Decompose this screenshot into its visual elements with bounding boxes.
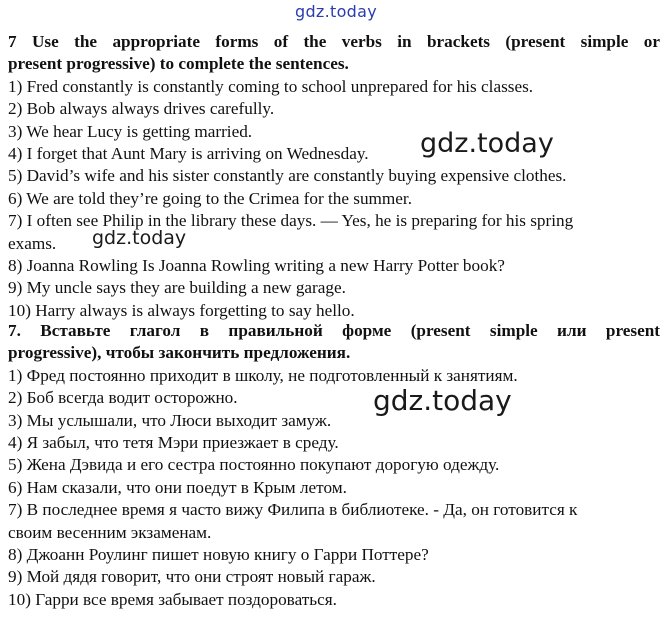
english-sentence-7: 7) I often see Philip in the library these days. — Yes, he is preparing for his spring	[8, 211, 574, 231]
english-sentence-6: 6) We are told they’re going to the Crimea for the summer.	[8, 188, 412, 208]
english-sentence-2: 2) Bob always always drives carefully.	[8, 99, 275, 119]
russian-sentence-8: 8) Джоанн Роулинг пишет новую книгу о Гарри Поттере?	[8, 544, 429, 564]
english-sentence-9: 9) My uncle says they are building a new garage.	[8, 278, 346, 298]
russian-sentence-7: 7) В последнее время я часто вижу Филипа в библиотеке. - Да, он готовится к	[8, 500, 578, 520]
russian-sentence-2: 2) Боб всегда водит осторожно.	[8, 388, 238, 408]
watermark-overlay: gdz.today	[92, 227, 187, 249]
english-sentence-5: 5) David’s wife and his sister constantly are constantly buying expensive clothes.	[8, 166, 567, 186]
russian-sentence-7-continued: своим весенним экзаменам.	[8, 522, 212, 542]
english-exercise	[8, 31, 660, 322]
russian-sentence-4: 4) Я забыл, что тетя Мэри приезжает в среду.	[8, 432, 339, 452]
english-sentence-7-continued: exams.	[8, 233, 57, 253]
russian-sentence-5: 5) Жена Дэвида и его сестра постоянно покупают дорогую одежду.	[8, 455, 500, 475]
russian-exercise	[8, 320, 660, 611]
russian-sentence-6: 6) Нам сказали, что они поедут в Крым летом.	[8, 477, 347, 497]
russian-heading-line-2: progressive), чтобы закончить предложения.	[8, 343, 351, 363]
english-sentence-3: 3) We hear Lucy is getting married.	[8, 121, 253, 141]
russian-sentence-1: 1) Фред постоянно приходит в школу, не подготовленный к занятиям.	[8, 365, 518, 385]
russian-sentence-3: 3) Мы услышали, что Люси выходит замуж.	[8, 410, 332, 430]
watermark-top: gdz.today	[295, 2, 377, 21]
english-sentence-4: 4) I forget that Aunt Mary is arriving on Wednesday.	[8, 143, 369, 163]
russian-heading-line-1: 7. Вставьте глагол в правильной форме (present simple или present	[8, 321, 660, 340]
watermark-overlay: gdz.today	[373, 384, 512, 417]
english-sentence-8: 8) Joanna Rowling Is Joanna Rowling writing a new Harry Potter book?	[8, 255, 505, 275]
english-sentence-1: 1) Fred constantly is constantly coming to school unprepared for his classes.	[8, 76, 534, 96]
english-heading-line-2: present progressive) to complete the sentences.	[8, 54, 349, 74]
english-heading-line-1: 7 Use the appropriate forms of the verbs in brackets (present simple or	[8, 32, 660, 51]
watermark-overlay: gdz.today	[420, 128, 554, 159]
russian-sentence-9: 9) Мой дядя говорит, что они строят новый гараж.	[8, 567, 376, 587]
russian-sentence-10: 10) Гарри все время забывает поздороваться.	[8, 589, 337, 609]
english-sentence-10: 10) Harry always is always forgetting to say hello.	[8, 300, 355, 320]
